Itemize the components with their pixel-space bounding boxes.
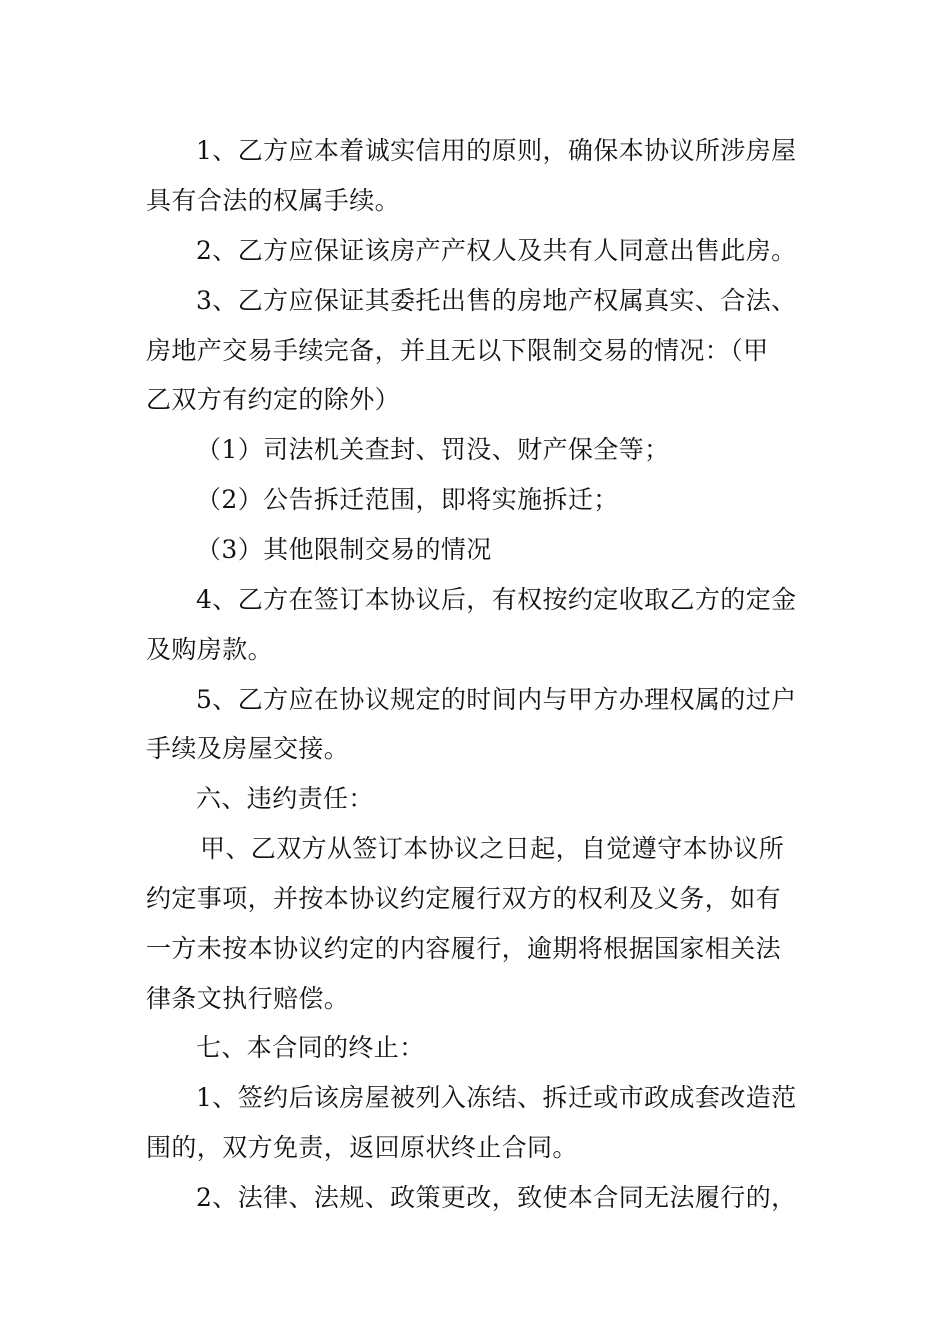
paragraph-line: 4、乙方在签订本协议后，有权按约定收取乙方的定金	[196, 585, 797, 614]
paragraph-line: 手续及房屋交接。	[146, 734, 350, 763]
paragraph-line: 房地产交易手续完备，并且无以下限制交易的情况：（甲	[146, 336, 769, 365]
paragraph-line: 具有合法的权属手续。	[146, 186, 401, 215]
paragraph-line: 及购房款。	[146, 635, 274, 664]
list-item: （1）司法机关查封、罚没、财产保全等；	[196, 435, 670, 464]
list-item: （2）公告拆迁范围，即将实施拆迁；	[196, 485, 619, 514]
paragraph-line: 3、乙方应保证其委托出售的房地产权属真实、合法、	[196, 286, 797, 315]
paragraph-line: 1、签约后该房屋被列入冻结、拆迁或市政成套改造范	[196, 1083, 797, 1112]
paragraph-line: 5、乙方应在协议规定的时间内与甲方办理权属的过户	[196, 685, 797, 714]
paragraph-line: 2、法律、法规、政策更改，致使本合同无法履行的，	[196, 1183, 797, 1212]
paragraph-line: 一方未按本协议约定的内容履行，逾期将根据国家相关法	[146, 934, 782, 963]
list-item: （3）其他限制交易的情况	[196, 535, 492, 564]
section-heading: 六、违约责任：	[196, 784, 374, 813]
paragraph-line: 甲、乙双方从签订本协议之日起，自觉遵守本协议所	[200, 834, 785, 863]
paragraph-line: 围的，双方免责，返回原状终止合同。	[146, 1133, 578, 1162]
paragraph-line: 1、乙方应本着诚实信用的原则，确保本协议所涉房屋	[196, 136, 797, 165]
paragraph-line: 约定事项，并按本协议约定履行双方的权利及义务，如有	[146, 884, 782, 913]
paragraph-line: 律条文执行赔偿。	[146, 984, 350, 1013]
section-heading: 七、本合同的终止：	[196, 1033, 425, 1062]
paragraph-line: 2、乙方应保证该房产产权人及共有人同意出售此房。	[196, 236, 797, 265]
paragraph-line: 乙双方有约定的除外）	[146, 385, 401, 414]
